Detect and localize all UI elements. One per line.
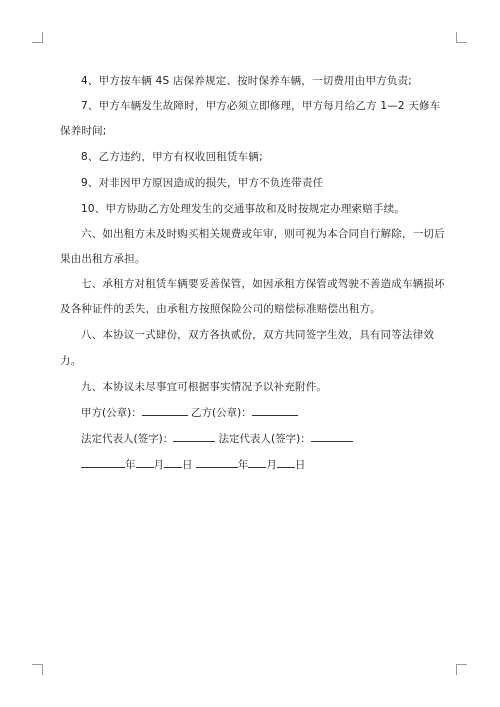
- party-a-label: 甲方(公章)：: [81, 407, 142, 419]
- date-a-day-blank[interactable]: [164, 455, 182, 468]
- party-b-blank[interactable]: [252, 403, 298, 416]
- rep-b-blank[interactable]: [311, 429, 353, 442]
- date-a-month-blank[interactable]: [136, 455, 154, 468]
- rep-b-label: 法定代表人(签字)：: [218, 433, 311, 445]
- representative-line: [60, 426, 450, 452]
- date-b-day-blank[interactable]: [277, 455, 295, 468]
- date-a-year: 年: [125, 459, 136, 471]
- crop-mark-bottom-left: [32, 664, 43, 675]
- date-b-month-blank[interactable]: [248, 455, 266, 468]
- clause-10: 10、甲方协助乙方处理发生的交通事故和及时按规定办理索赔手续。: [81, 203, 406, 215]
- crop-mark-top-right: [456, 32, 467, 43]
- clause-9: 9、对非因甲方原因造成的损失，甲方不负连带责任: [81, 177, 324, 189]
- date-b-year-blank[interactable]: [196, 455, 238, 468]
- date-a-year-blank[interactable]: [81, 455, 125, 468]
- party-b-label: 乙方(公章)：: [191, 407, 252, 419]
- party-a-blank[interactable]: [142, 403, 188, 416]
- clause-8: 8、乙方违约，甲方有权收回租赁车辆;: [81, 151, 263, 163]
- date-b-day: 日: [294, 459, 306, 471]
- date-b-month: 月: [266, 459, 277, 471]
- document-body: [60, 68, 450, 478]
- rep-a-label: 法定代表人(签字)：: [81, 433, 174, 445]
- crop-mark-top-left: [32, 32, 43, 43]
- clause-eight: 八、本协议一式肆份，双方各执贰份，双方共同签字生效，具有同等法律效力。: [60, 329, 435, 367]
- clause-seven: 七、承租方对租赁车辆要妥善保管，如因承租方保管或驾驶不善造成车辆损坏及各种证件的丢失，由承租方按照保险公司的赔偿标准赔偿出租方。: [60, 278, 445, 315]
- date-b-year: 年: [237, 459, 249, 471]
- date-a-month: 月: [153, 459, 164, 471]
- rep-a-blank[interactable]: [173, 429, 215, 442]
- date-line: [60, 452, 450, 478]
- clause-7: 7、甲方车辆发生故障时，甲方必须立即修理，甲方每月给乙方 1—2 天修车保养时间;: [60, 100, 441, 137]
- date-a-day: 日: [182, 459, 193, 471]
- clause-six: 六、如出租方未及时购买相关规费或年审，则可视为本合同自行解除，一切后果由出租方承担。: [60, 228, 445, 265]
- party-seal-line: [60, 400, 450, 426]
- crop-mark-bottom-right: [456, 664, 467, 675]
- clause-4: 4、甲方按车辆 4S 店保养规定、按时保养车辆，一切费用由甲方负责;: [81, 75, 413, 87]
- clause-nine: 九、本协议未尽事宜可根据事实情况予以补充附件。: [81, 381, 328, 393]
